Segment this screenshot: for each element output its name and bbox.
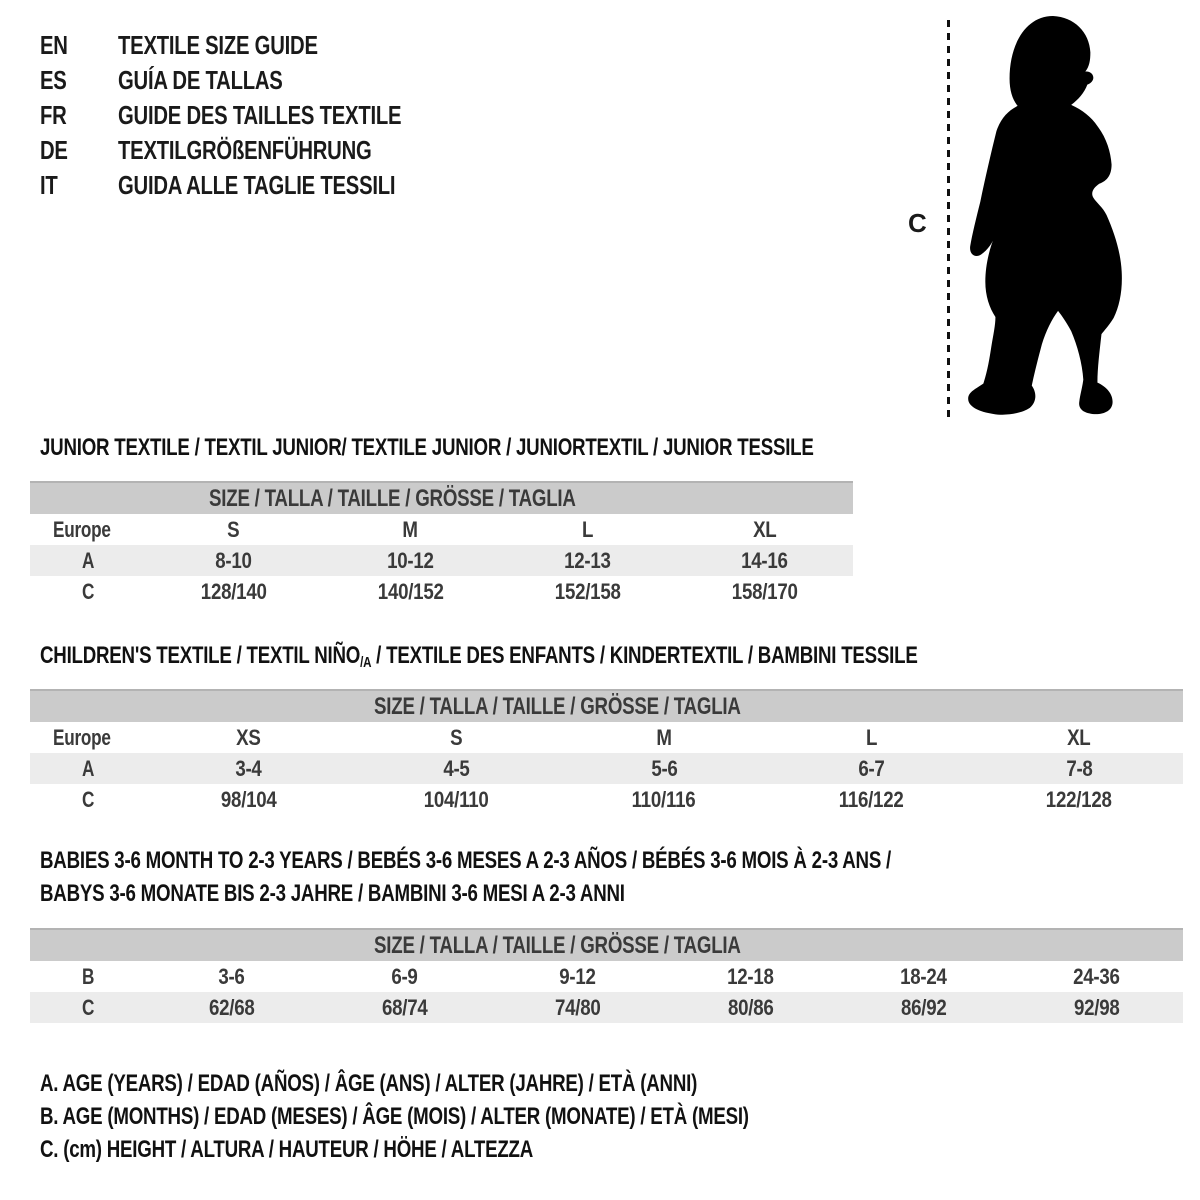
- cell-text: XL: [1067, 724, 1091, 750]
- cell-text: L: [581, 516, 594, 542]
- language-code: FR: [40, 100, 67, 130]
- legend-line-c: C. (cm) HEIGHT / ALTURA / HAUTEUR / HÖHE / ALTEZZA: [40, 1136, 534, 1163]
- cell-text: S: [450, 724, 463, 750]
- row-label: [30, 545, 145, 576]
- language-list: [40, 28, 481, 203]
- cell-text: 18-24: [900, 963, 947, 989]
- size-header-row: [30, 482, 853, 514]
- row-label: [30, 992, 145, 1023]
- cell-text: A: [82, 547, 95, 573]
- cell-text: A: [82, 755, 95, 781]
- cell-text: 12-13: [564, 547, 611, 573]
- cell-text: 128/140: [200, 578, 267, 604]
- cell-text: 5-6: [650, 755, 678, 781]
- size-cell: [145, 576, 322, 607]
- legend: [40, 1070, 949, 1169]
- size-cell: [145, 753, 353, 784]
- size-cell: [1010, 992, 1183, 1023]
- size-cell: [768, 753, 976, 784]
- cell-text: 12-18: [727, 963, 774, 989]
- size-header-cell: [30, 690, 1183, 722]
- size-cell: [145, 961, 318, 992]
- toddler-silhouette-icon: [966, 16, 1140, 420]
- cell-text: S: [227, 516, 240, 542]
- cell-text: 92/98: [1073, 994, 1120, 1020]
- cell-text: 6-7: [858, 755, 885, 781]
- size-cell: [837, 961, 1010, 992]
- size-cell: [145, 722, 353, 753]
- row-label: [30, 784, 145, 815]
- size-cell: [975, 722, 1183, 753]
- table-title-children: CHILDREN'S TEXTILE / TEXTIL NIÑO/A / TEXTILE DES ENFANTS / KINDERTEXTIL / BAMBINI TESSILE: [40, 642, 918, 672]
- size-cell: [353, 722, 561, 753]
- cell-text: 152/158: [554, 578, 621, 604]
- size-cell: [353, 753, 561, 784]
- cell-text: SIZE / TALLA / TAILLE / GRÖSSE / TAGLIA: [373, 692, 741, 720]
- children-size-table: [30, 689, 1183, 815]
- babies-size-table: [30, 928, 1183, 1023]
- cell-text: C: [82, 578, 95, 604]
- table-row: [30, 722, 1183, 753]
- size-cell: [676, 545, 853, 576]
- row-label: [30, 514, 145, 545]
- language-label: GUÍA DE TALLAS: [118, 65, 283, 95]
- table-row: [30, 784, 1183, 815]
- cell-text: 74/80: [554, 994, 601, 1020]
- size-cell: [145, 784, 353, 815]
- cell-text: 7-8: [1066, 755, 1093, 781]
- language-label: GUIDE DES TAILLES TEXTILE: [118, 100, 402, 130]
- cell-text: 158/170: [731, 578, 798, 604]
- cell-text: 9-12: [559, 963, 596, 989]
- size-cell: [768, 722, 976, 753]
- size-cell: [499, 545, 676, 576]
- row-label: [30, 961, 145, 992]
- cell-text: M: [402, 516, 419, 542]
- table-row: [30, 961, 1183, 992]
- cell-text: B: [82, 963, 95, 989]
- height-measure-line: [947, 20, 950, 417]
- table-title-babies-line1: BABIES 3-6 MONTH TO 2-3 YEARS / BEBÉS 3-6 MESES A 2-3 AÑOS / BÉBÉS 3-6 MOIS À 2-3 ANS /: [40, 847, 892, 874]
- cell-text: SIZE / TALLA / TAILLE / GRÖSSE / TAGLIA: [208, 484, 576, 512]
- cell-text: 24-36: [1073, 963, 1120, 989]
- legend-line-b: B. AGE (MONTHS) / EDAD (MESES) / ÂGE (MOIS) / ALTER (MONATE) / ETÀ (MESI): [40, 1103, 749, 1130]
- cell-text: L: [865, 724, 878, 750]
- cell-text: 140/152: [377, 578, 444, 604]
- size-cell: [560, 784, 768, 815]
- size-cell: [560, 753, 768, 784]
- language-row: [40, 28, 481, 63]
- cell-text: 122/128: [1046, 786, 1113, 812]
- language-code: DE: [40, 135, 68, 165]
- language-label: TEXTILGRÖßENFÜHRUNG: [118, 135, 372, 165]
- size-header-row: [30, 690, 1183, 722]
- table-row: [30, 992, 1183, 1023]
- cell-text: 68/74: [381, 994, 428, 1020]
- language-label: GUIDA ALLE TAGLIE TESSILI: [118, 170, 396, 200]
- cell-text: 62/68: [208, 994, 255, 1020]
- cell-text: 116/122: [839, 786, 904, 812]
- title-subscript: /A: [360, 655, 372, 672]
- language-row: [40, 98, 481, 133]
- legend-line-a: A. AGE (YEARS) / EDAD (AÑOS) / ÂGE (ANS) / ALTER (JAHRE) / ETÀ (ANNI): [40, 1070, 698, 1097]
- size-cell: [975, 753, 1183, 784]
- size-cell: [145, 545, 322, 576]
- cell-text: C: [82, 786, 95, 812]
- size-header-cell: [30, 482, 853, 514]
- cell-text: 10-12: [387, 547, 434, 573]
- size-cell: [676, 576, 853, 607]
- language-row: [40, 168, 481, 203]
- cell-text: Europe: [53, 724, 111, 750]
- size-header-cell: [30, 929, 1183, 961]
- cell-text: 3-4: [235, 755, 262, 781]
- size-cell: [975, 784, 1183, 815]
- size-cell: [491, 992, 664, 1023]
- cell-text: XL: [752, 516, 777, 542]
- size-cell: [318, 961, 491, 992]
- table-row: [30, 576, 853, 607]
- cell-text: XS: [236, 724, 262, 750]
- cell-text: 4-5: [443, 755, 470, 781]
- table-title-junior: JUNIOR TEXTILE / TEXTIL JUNIOR/ TEXTILE JUNIOR / JUNIORTEXTIL / JUNIOR TESSILE: [40, 434, 814, 461]
- cell-text: M: [656, 724, 672, 750]
- cell-text: 3-6: [218, 963, 245, 989]
- size-cell: [491, 961, 664, 992]
- language-code: IT: [40, 170, 58, 200]
- size-cell: [318, 992, 491, 1023]
- size-cell: [768, 784, 976, 815]
- language-code: EN: [40, 30, 68, 60]
- row-label: [30, 722, 145, 753]
- cell-text: Europe: [53, 516, 111, 542]
- cell-text: 80/86: [727, 994, 774, 1020]
- language-row: [40, 63, 481, 98]
- size-cell: [145, 514, 322, 545]
- junior-size-table: [30, 481, 853, 607]
- size-cell: [353, 784, 561, 815]
- size-cell: [1010, 961, 1183, 992]
- cell-text: 6-9: [391, 963, 418, 989]
- size-cell: [145, 992, 318, 1023]
- table-title-babies-line2: BABYS 3-6 MONATE BIS 2-3 JAHRE / BAMBINI 3-6 MESI A 2-3 ANNI: [40, 880, 625, 907]
- language-code: ES: [40, 65, 67, 95]
- cell-text: 86/92: [900, 994, 947, 1020]
- table-row: [30, 514, 853, 545]
- language-row: [40, 133, 481, 168]
- size-cell: [322, 545, 499, 576]
- cell-text: 98/104: [220, 786, 277, 812]
- size-cell: [499, 514, 676, 545]
- height-measure-label: C: [908, 208, 927, 238]
- table-row: [30, 545, 853, 576]
- size-cell: [322, 514, 499, 545]
- row-label: [30, 753, 145, 784]
- cell-text: 8-10: [215, 547, 252, 573]
- size-cell: [499, 576, 676, 607]
- size-header-row: [30, 929, 1183, 961]
- table-row: [30, 753, 1183, 784]
- cell-text: 110/116: [632, 786, 696, 812]
- cell-text: C: [82, 994, 95, 1020]
- size-cell: [664, 961, 837, 992]
- size-cell: [322, 576, 499, 607]
- cell-text: SIZE / TALLA / TAILLE / GRÖSSE / TAGLIA: [373, 931, 741, 959]
- row-label: [30, 576, 145, 607]
- size-cell: [837, 992, 1010, 1023]
- size-cell: [664, 992, 837, 1023]
- cell-text: 104/110: [423, 786, 489, 812]
- size-cell: [676, 514, 853, 545]
- cell-text: 14-16: [741, 547, 788, 573]
- size-cell: [560, 722, 768, 753]
- language-label: TEXTILE SIZE GUIDE: [118, 30, 318, 60]
